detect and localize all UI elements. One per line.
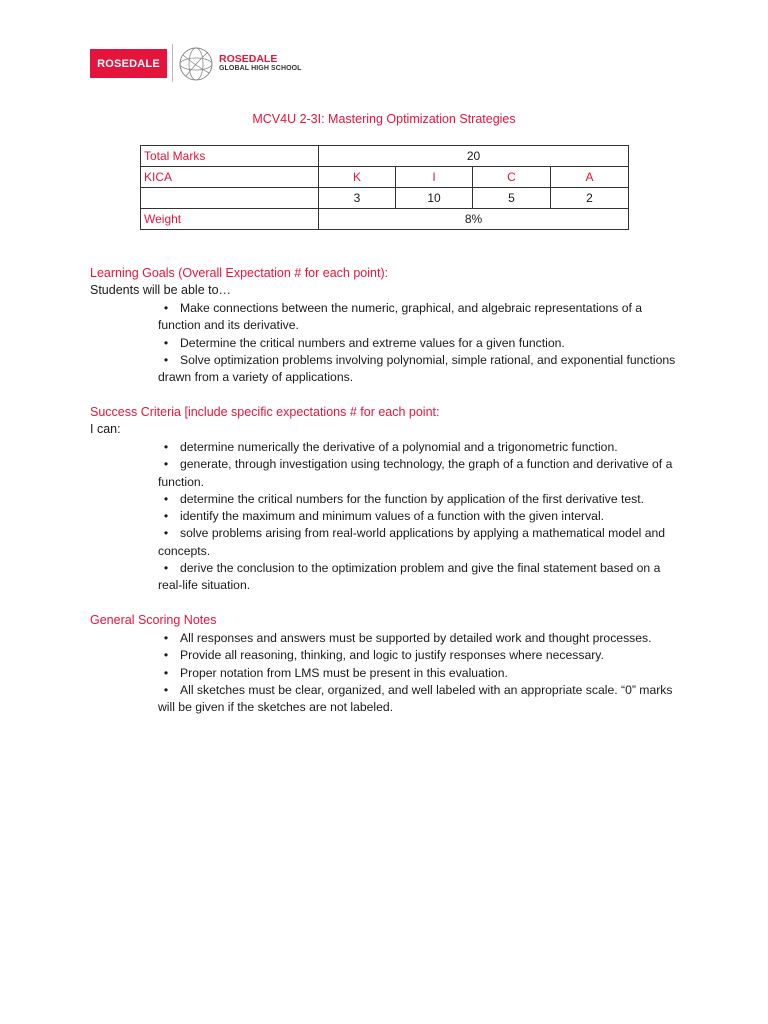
list-item-text: All sketches must be clear, organized, and well labeled with an appropriate scale. “0” marks will be given if the sketches are not labeled. bbox=[158, 682, 673, 715]
bullet-icon: • bbox=[163, 440, 169, 454]
list-item bbox=[158, 508, 678, 525]
list-item bbox=[158, 560, 678, 595]
kica-header-c: C bbox=[473, 167, 551, 188]
learning-goals-list bbox=[158, 300, 678, 386]
bullet-icon: • bbox=[163, 665, 169, 680]
success-criteria-intro: I can: bbox=[90, 422, 121, 436]
list-item-text: derive the conclusion to the optimization problem and give the final statement based on a real-life situation. bbox=[158, 561, 661, 593]
marks-table bbox=[140, 145, 629, 230]
school-name bbox=[219, 54, 302, 74]
bullet-icon: • bbox=[163, 561, 169, 576]
list-item-text: All responses and answers must be supported by detailed work and thought processes. bbox=[180, 631, 652, 645]
bullet-icon: • bbox=[163, 682, 169, 697]
learning-goals-intro: Students will be able to… bbox=[90, 283, 232, 297]
list-item-text: Provide all reasoning, thinking, and logic to justify responses where necessary. bbox=[180, 648, 604, 663]
table-row-kica bbox=[141, 167, 629, 188]
kica-values-blank bbox=[141, 188, 319, 209]
logo-divider bbox=[172, 44, 173, 82]
scoring-notes-list bbox=[158, 630, 678, 716]
list-item bbox=[158, 630, 678, 647]
bullet-icon: • bbox=[163, 526, 169, 541]
bullet-icon: • bbox=[163, 301, 169, 315]
document-title: MCV4U 2-3I: Mastering Optimization Strategies bbox=[252, 112, 516, 126]
table-row-weight bbox=[141, 209, 629, 230]
total-marks-label: Total Marks bbox=[141, 146, 319, 167]
kica-value-i: 10 bbox=[396, 188, 473, 209]
total-marks-value: 20 bbox=[319, 146, 629, 167]
table-row-total bbox=[141, 146, 629, 167]
list-item bbox=[158, 647, 678, 664]
list-item bbox=[158, 525, 678, 560]
list-item bbox=[158, 335, 678, 352]
list-item-text: Determine the critical numbers and extreme values for a given function. bbox=[180, 335, 565, 350]
list-item bbox=[158, 665, 678, 682]
table-row-kica-values bbox=[141, 188, 629, 209]
list-item-text: generate, through investigation using technology, the graph of a function and derivative of a function. bbox=[158, 457, 673, 489]
kica-value-c: 5 bbox=[473, 188, 551, 209]
list-item bbox=[158, 682, 678, 717]
bullet-icon: • bbox=[163, 457, 169, 472]
globe-icon bbox=[178, 46, 214, 82]
success-criteria-list bbox=[158, 439, 678, 595]
kica-header-i: I bbox=[396, 167, 473, 188]
school-name-line2: GLOBAL HIGH SCHOOL bbox=[219, 65, 302, 72]
list-item-text: Solve optimization problems involving polynomial, simple rational, and exponential functions drawn from a variety of applications. bbox=[158, 352, 676, 385]
list-item bbox=[158, 491, 678, 508]
list-item-text: Make connections between the numeric, graphical, and algebraic representations of a function and its derivative. bbox=[158, 301, 643, 333]
scoring-notes-heading: General Scoring Notes bbox=[90, 613, 217, 627]
kica-value-k: 3 bbox=[319, 188, 396, 209]
rosedale-logo-badge: ROSEDALE bbox=[90, 49, 167, 78]
list-item bbox=[158, 352, 678, 387]
bullet-icon: • bbox=[163, 631, 169, 645]
bullet-icon: • bbox=[163, 509, 169, 524]
kica-label: KICA bbox=[141, 167, 319, 188]
learning-goals-heading: Learning Goals (Overall Expectation # for each point): bbox=[90, 266, 389, 280]
bullet-icon: • bbox=[163, 335, 169, 350]
kica-header-k: K bbox=[319, 167, 396, 188]
list-item bbox=[158, 456, 678, 491]
list-item-text: determine the critical numbers for the function by application of the first derivative test. bbox=[180, 491, 645, 506]
bullet-icon: • bbox=[163, 648, 169, 663]
list-item-text: determine numerically the derivative of a polynomial and a trigonometric function. bbox=[180, 440, 618, 454]
list-item-text: identify the maximum and minimum values of a function with the given interval. bbox=[180, 509, 605, 524]
school-name-line1: ROSEDALE bbox=[219, 53, 278, 65]
list-item-text: Proper notation from LMS must be present in this evaluation. bbox=[180, 665, 508, 680]
weight-value: 8% bbox=[319, 209, 629, 230]
bullet-icon: • bbox=[163, 491, 169, 506]
list-item bbox=[158, 439, 678, 456]
weight-label: Weight bbox=[141, 209, 319, 230]
success-criteria-heading: Success Criteria [include specific expectations # for each point: bbox=[90, 405, 440, 419]
list-item-text: solve problems arising from real-world applications by applying a mathematical model and concepts. bbox=[158, 526, 666, 558]
list-item bbox=[158, 300, 678, 335]
kica-header-a: A bbox=[551, 167, 629, 188]
bullet-icon: • bbox=[163, 352, 169, 367]
kica-value-a: 2 bbox=[551, 188, 629, 209]
